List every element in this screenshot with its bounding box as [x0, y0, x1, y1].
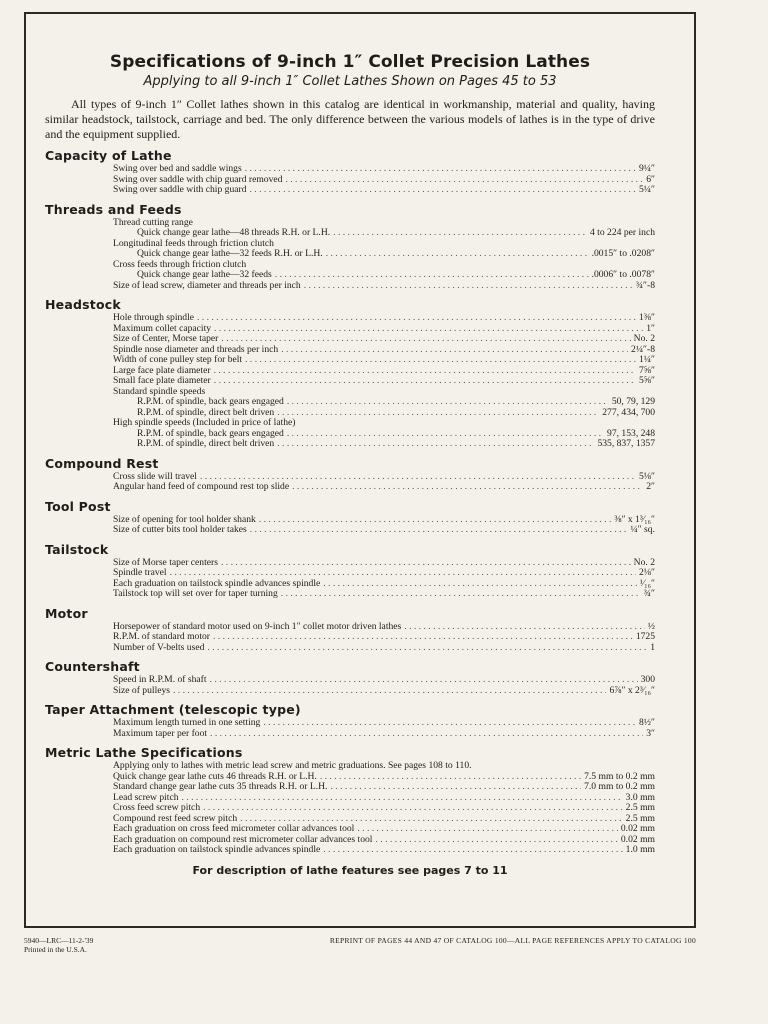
spec-row [45, 482, 655, 493]
spec-label: Cross feeds through friction clutch [113, 258, 247, 270]
dot-leader [173, 686, 606, 697]
dot-leader [207, 643, 647, 654]
spec-value: No. 2 [633, 556, 655, 568]
spec-row [45, 313, 655, 324]
dot-leader [323, 845, 622, 856]
spec-value: 2″ [646, 481, 655, 492]
feature-reference-note: For description of lathe features see pages 7 to 11 [192, 863, 508, 877]
dot-leader [277, 439, 594, 450]
dot-leader [281, 345, 628, 356]
spec-label: Swing over saddle with chip guard [113, 184, 247, 195]
section-title: Headstock [45, 297, 121, 312]
spec-label: Each graduation on cross feed micrometer collar advances tool [113, 823, 355, 834]
spec-label: Compound rest feed screw pitch [113, 812, 238, 824]
dot-leader [287, 429, 604, 440]
page-subtitle: Applying to all 9-inch 1″ Collet Lathes Shown on Pages 45 to 53 [143, 74, 557, 89]
spec-label: Large face plate diameter [113, 364, 211, 376]
section-title: Tailstock [45, 541, 109, 557]
dot-leader [214, 366, 636, 377]
spec-row [45, 643, 655, 654]
spec-row [45, 249, 655, 260]
spec-value: ¼″ sq. [630, 524, 655, 535]
dot-leader [287, 397, 609, 408]
spec-value: 5⅛″ [639, 470, 655, 482]
dot-leader [326, 249, 589, 260]
spec-value: 277, 434, 700 [602, 406, 655, 418]
intro-paragraph: All types of 9-inch 1″ Collet lathes shown in this catalog are identical in workmanship, material and quality, having similar headstock, tailstock, carriage and bed. The only difference between the various models of lathes is in the type of drive and the equipment supplied. [45, 97, 655, 141]
spec-sheet [45, 52, 655, 877]
spec-label: Size of Morse taper centers [113, 556, 218, 568]
dot-leader [214, 376, 636, 387]
spec-value: 1.0 mm [625, 844, 655, 855]
spec-value: ¾″ [643, 588, 655, 599]
spec-value: 2¼″-8 [631, 343, 655, 355]
spec-label: Maximum collet capacity [113, 322, 212, 334]
spec-row [45, 185, 655, 196]
spec-row [45, 355, 655, 366]
spec-value: 300 [640, 674, 655, 685]
dot-leader [245, 164, 636, 175]
spec-value: 9¼″ [639, 163, 655, 174]
spec-label: Horsepower of standard motor used on 9-inch 1″ collet motor driven lathes [113, 620, 402, 632]
section-title: Countershaft [45, 659, 140, 674]
spec-value: No. 2 [633, 333, 655, 344]
dot-leader [285, 175, 643, 186]
spec-value: 2⅛″ [639, 567, 655, 578]
printed-in: Printed in the U.S.A. [24, 945, 87, 954]
spec-value: 1¼″ [639, 354, 655, 365]
spec-value: ⅜″ x 1³⁄₁₆″ [614, 513, 655, 525]
spec-value: 5¼″ [639, 184, 655, 195]
spec-label: R.P.M. of spindle, back gears engaged [137, 396, 284, 407]
spec-label: R.P.M. of spindle, back gears engaged [137, 427, 284, 439]
dot-leader [170, 568, 636, 579]
spec-label: Thread cutting range [113, 216, 193, 228]
spec-label: Cross slide will travel [113, 470, 197, 482]
section-title: Metric Lathe Specifications [45, 745, 243, 760]
spec-row [45, 418, 655, 429]
spec-value: 7.5 mm to 0.2 mm [584, 770, 655, 782]
dot-leader [323, 579, 637, 590]
dot-leader [357, 824, 618, 835]
dot-leader [375, 835, 617, 846]
dot-leader [277, 408, 599, 419]
spec-label: Swing over saddle with chip guard removed [113, 173, 283, 185]
spec-row [45, 397, 655, 408]
section-title: Compound Rest [45, 455, 159, 471]
spec-row [45, 782, 655, 793]
spec-label: Speed in R.P.M. of shaft [113, 674, 207, 685]
spec-value: ½ [647, 620, 655, 632]
spec-label: High spindle speeds (Included in price of lathe) [113, 417, 296, 428]
spec-value: 6″ [646, 173, 655, 185]
spec-row [45, 568, 655, 579]
spec-row [45, 525, 655, 536]
spec-row [45, 845, 655, 856]
spec-value: 1725 [635, 631, 655, 642]
spec-label: Maximum taper per foot [113, 727, 208, 739]
spec-value: 1″ [646, 322, 655, 334]
spec-row [45, 686, 655, 697]
spec-value: 3.0 mm [625, 791, 655, 803]
spec-row [45, 632, 655, 643]
dot-leader [203, 803, 623, 814]
spec-value: .0006″ to .0078″ [591, 269, 655, 280]
spec-label: Each graduation on tailstock spindle advances spindle [113, 844, 321, 855]
spec-row [45, 164, 655, 175]
spec-label: Small face plate diameter [113, 375, 211, 386]
spec-sections [45, 148, 655, 856]
spec-label: Size of pulleys [113, 684, 171, 696]
dot-leader [333, 228, 587, 239]
spec-row [45, 376, 655, 387]
spec-value: 97, 153, 248 [607, 427, 655, 439]
spec-row [45, 270, 655, 281]
dot-leader [221, 334, 630, 345]
spec-label: Angular hand feed of compound rest top slide [113, 481, 290, 492]
spec-row [45, 675, 655, 686]
spec-row [45, 718, 655, 729]
dot-leader [213, 632, 633, 643]
spec-label: Standard spindle speeds [113, 385, 206, 397]
spec-row [45, 729, 655, 740]
spec-label: Size of Center, Morse taper [113, 333, 219, 344]
section-title: Capacity of Lathe [45, 148, 172, 163]
spec-label: Swing over bed and saddle wings [113, 163, 242, 174]
section-title: Tool Post [45, 498, 111, 514]
spec-value: 0.02 mm [620, 823, 655, 834]
print-code: 5940—LRC—11-2-'39 [24, 936, 94, 945]
spec-label: Spindle nose diameter and threads per inch [113, 343, 279, 355]
dot-leader [304, 281, 633, 292]
dot-leader [330, 782, 581, 793]
print-info [24, 936, 93, 954]
spec-value: 1⅜″ [639, 312, 655, 323]
spec-value: 6⅞″ x 2³⁄₁₆″ [609, 684, 655, 696]
spec-label: Hole through spindle [113, 312, 195, 323]
spec-label: Quick change gear lathe—32 feeds R.H. or L.H. [137, 248, 323, 259]
spec-label: Standard change gear lathe cuts 35 threads R.H. or L.H. [113, 781, 328, 792]
spec-value: 0.02 mm [620, 833, 655, 845]
dot-leader [197, 313, 636, 324]
spec-label: Size of opening for tool holder shank [113, 513, 256, 525]
dot-leader [210, 675, 638, 686]
dot-leader [245, 355, 636, 366]
dot-leader [259, 515, 611, 526]
spec-label: Cross feed screw pitch [113, 802, 201, 813]
spec-value: 2.5 mm [625, 802, 655, 813]
spec-label: Spindle travel [113, 567, 167, 578]
spec-value: ¹⁄₁₆″ [639, 577, 655, 589]
spec-row [45, 228, 655, 239]
spec-row [45, 439, 655, 450]
spec-label: Quick change gear lathe—32 feeds [137, 269, 272, 280]
spec-label: Applying only to lathes with metric lead screw and metric graduations. See pages 108 to 110. [113, 760, 472, 771]
dot-leader [182, 793, 623, 804]
spec-label: R.P.M. of spindle, direct belt driven [137, 406, 275, 418]
spec-label: Each graduation on compound rest micrometer collar advances tool [113, 833, 373, 845]
dot-leader [250, 525, 628, 536]
spec-value: ¾″-8 [635, 279, 655, 291]
dot-leader [275, 270, 589, 281]
reprint-note: REPRINT OF PAGES 44 AND 47 OF CATALOG 100—ALL PAGE REFERENCES APPLY TO CATALOG 100 [329, 936, 696, 945]
spec-label: Maximum length turned in one setting [113, 717, 261, 728]
spec-value: 535, 837, 1357 [597, 438, 655, 449]
spec-label: Width of cone pulley step for belt [113, 354, 243, 365]
spec-label: Each graduation on tailstock spindle advances spindle [113, 577, 321, 589]
dot-leader [292, 482, 643, 493]
spec-label: Number of V-belts used [113, 641, 205, 653]
section-title: Threads and Feeds [45, 201, 182, 217]
dot-leader [404, 622, 645, 633]
spec-row [45, 589, 655, 600]
spec-value: 4 to 224 per inch [589, 227, 655, 238]
spec-value: 1 [650, 641, 655, 653]
dot-leader [263, 718, 636, 729]
spec-label: R.P.M. of spindle, direct belt driven [137, 438, 275, 449]
spec-row [45, 803, 655, 814]
section-title: Taper Attachment (telescopic type) [45, 702, 301, 717]
dot-leader [320, 772, 581, 783]
spec-row [45, 761, 655, 772]
spec-row [45, 334, 655, 345]
spec-label: Tailstock top will set over for taper turning [113, 588, 278, 599]
dot-leader [221, 558, 631, 569]
spec-label: Quick change gear lathe cuts 46 threads R.H. or L.H. [113, 770, 317, 782]
spec-label: Size of cutter bits tool holder takes [113, 524, 247, 535]
dot-leader [210, 729, 643, 740]
spec-value: 7⅝″ [639, 364, 655, 376]
spec-value: 2.5 mm [625, 812, 655, 824]
dot-leader [250, 185, 637, 196]
spec-row [45, 824, 655, 835]
spec-value: 3″ [646, 727, 655, 739]
spec-label: Lead screw pitch [113, 791, 179, 803]
spec-value: 7.0 mm to 0.2 mm [584, 781, 655, 792]
section-title: Motor [45, 605, 88, 621]
spec-label: Quick change gear lathe—48 threads R.H. or L.H. [137, 227, 331, 238]
page-title: Specifications of 9-inch 1″ Collet Precision Lathes [109, 52, 591, 72]
spec-label: Size of lead screw, diameter and threads per inch [113, 279, 301, 291]
spec-value: 8½″ [639, 717, 655, 728]
spec-row [45, 281, 655, 292]
spec-label: Longitudinal feeds through friction clutch [113, 237, 274, 249]
dot-leader [214, 324, 643, 335]
dot-leader [281, 589, 641, 600]
spec-label: R.P.M. of standard motor [113, 631, 211, 642]
spec-value: 5⅝″ [639, 375, 655, 386]
spec-value: 50, 79, 129 [611, 396, 655, 407]
spec-value: .0015″ to .0208″ [591, 248, 655, 259]
